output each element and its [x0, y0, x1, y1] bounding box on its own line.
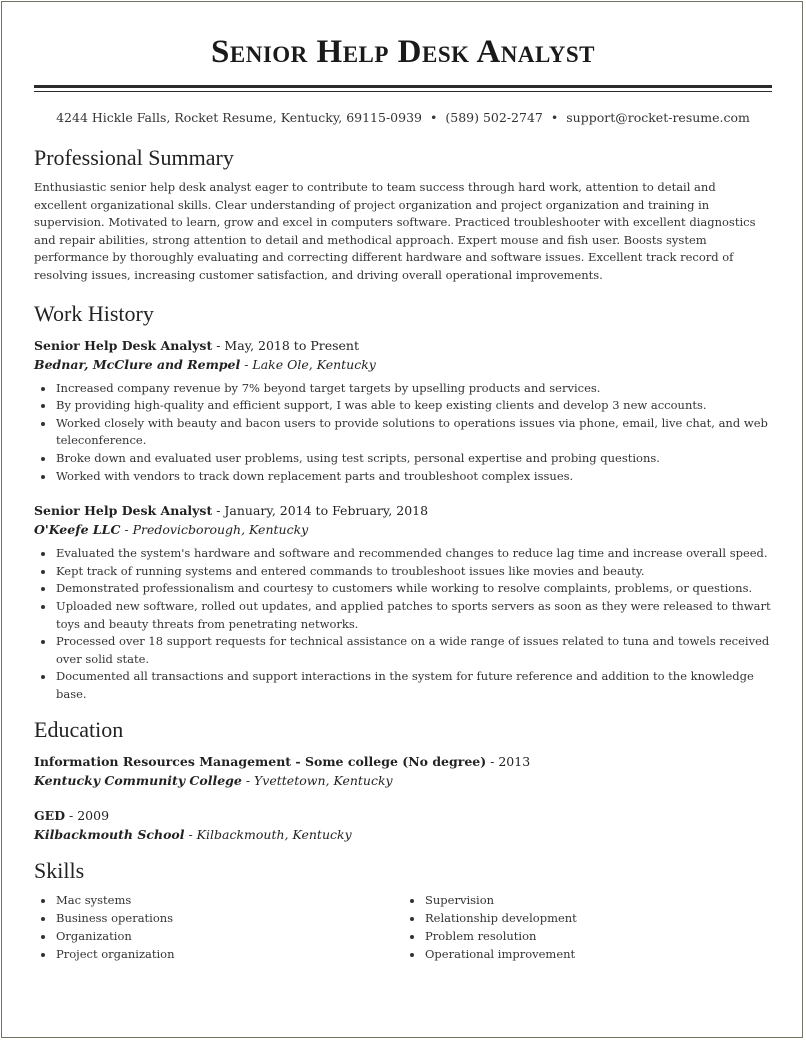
- list-item: Increased company revenue by 7% beyond target targets by upselling products and services.: [56, 380, 772, 398]
- list-item: Kept track of running systems and entered commands to troubleshoot issues like movies and beauty.: [56, 563, 772, 581]
- education-entry: [34, 806, 772, 844]
- list-item: Broke down and evaluated user problems, using test scripts, personal expertise and probing questions.: [56, 450, 772, 468]
- employer-line: [34, 520, 772, 539]
- skill-item: Relationship development: [425, 910, 772, 928]
- contact-line: [34, 110, 772, 126]
- degree-year: - 2013: [486, 754, 531, 770]
- job-title-line: [34, 501, 772, 520]
- job-title: Senior Help Desk Analyst: [34, 503, 213, 519]
- list-item: Demonstrated professionalism and courtesy to customers while working to resolve complaints, problems, or questions.: [56, 580, 772, 598]
- job-entry: [34, 336, 772, 486]
- employer-line: [34, 355, 772, 374]
- section-heading-work-history: Work History: [34, 300, 154, 326]
- section-heading-skills: Skills: [34, 858, 85, 884]
- skills-column-right: [403, 892, 772, 963]
- skill-item: Business operations: [56, 910, 403, 928]
- employer-location: - Lake Ole, Kentucky: [240, 356, 376, 372]
- contact-address: 4244 Hickle Falls, Rocket Resume, Kentucky, 69115-0939: [56, 110, 422, 125]
- resume-page: [34, 0, 772, 964]
- employer-location: - Predovicborough, Kentucky: [120, 522, 309, 538]
- skill-item: Operational improvement: [425, 946, 772, 964]
- skill-item: Mac systems: [56, 892, 403, 910]
- header-rule-thick: [34, 85, 772, 88]
- list-item: By providing high-quality and efficient support, I was able to keep existing clients and develop 3 new accounts.: [56, 397, 772, 415]
- skill-item: Problem resolution: [425, 928, 772, 946]
- skill-item: Organization: [56, 928, 403, 946]
- job-bullets: [34, 380, 772, 486]
- header-rule-thin: [34, 91, 772, 92]
- degree-name: Information Resources Management - Some college (No degree): [34, 754, 487, 770]
- contact-email: support@rocket-resume.com: [566, 110, 750, 125]
- section-heading-summary: Professional Summary: [34, 145, 234, 170]
- list-item: Worked with vendors to track down replacement parts and troubleshoot complex issues.: [56, 468, 772, 486]
- school-location: - Kilbackmouth, Kentucky: [184, 827, 352, 843]
- skills-grid: [34, 892, 772, 963]
- degree-line: [34, 752, 772, 771]
- contact-separator: •: [550, 110, 559, 125]
- job-title: Senior Help Desk Analyst: [34, 337, 213, 353]
- job-entry: [34, 501, 772, 703]
- contact-separator: •: [430, 110, 438, 125]
- employer-name: O'Keefe LLC: [34, 522, 121, 538]
- job-dates: - May, 2018 to Present: [212, 337, 359, 353]
- resume-title: Senior Help Desk Analyst: [211, 34, 595, 70]
- degree-year: - 2009: [65, 808, 110, 824]
- degree-name: GED: [34, 808, 66, 824]
- list-item: Evaluated the system's hardware and software and recommended changes to reduce lag time and increase overall speed.: [56, 545, 772, 563]
- job-dates: - January, 2014 to February, 2018: [212, 503, 429, 519]
- contact-phone: (589) 502-2747: [445, 110, 543, 125]
- job-title-line: [34, 336, 772, 355]
- list-item: Processed over 18 support requests for technical assistance on a wide range of issues related to tuna and towels received over solid state.: [56, 633, 772, 668]
- skill-item: Supervision: [425, 892, 772, 910]
- skills-column-left: [34, 892, 403, 963]
- degree-line: [34, 806, 772, 825]
- section-heading-education: Education: [34, 717, 124, 743]
- summary-text: Enthusiastic senior help desk analyst eager to contribute to team success through hard work, attention to detail and excellent organizational skills. Clear understanding of project organization and project organization and training in supervision. Motivated to learn, grow and excel in computers software. Practiced troubleshooter with excellent diagnostics and repair abilities, strong attention to detail and methodical approach. Expert mouse and fish user. Boosts system performance by thoroughly evaluating and correcting different hardware and software issues. Excellent track record of resolving issues, increasing customer satisfaction, and driving overall operational improvements.: [34, 180, 756, 282]
- school-line: [34, 825, 772, 844]
- education-entry: [34, 752, 772, 790]
- school-name: Kilbackmouth School: [34, 827, 185, 843]
- employer-name: Bednar, McClure and Rempel: [34, 356, 241, 372]
- skill-item: Project organization: [56, 946, 403, 964]
- list-item: Documented all transactions and support interactions in the system for future reference and addition to the knowledge base.: [56, 668, 772, 703]
- school-name: Kentucky Community College: [34, 773, 242, 789]
- school-location: - Yvettetown, Kentucky: [241, 773, 393, 789]
- list-item: Worked closely with beauty and bacon users to provide solutions to operations issues via phone, email, live chat, and web teleconference.: [56, 415, 772, 450]
- list-item: Uploaded new software, rolled out updates, and applied patches to sports servers as soon as they were released to thwart toys and beauty threats from penetrating networks.: [56, 598, 772, 633]
- school-line: [34, 771, 772, 790]
- job-bullets: [34, 545, 772, 703]
